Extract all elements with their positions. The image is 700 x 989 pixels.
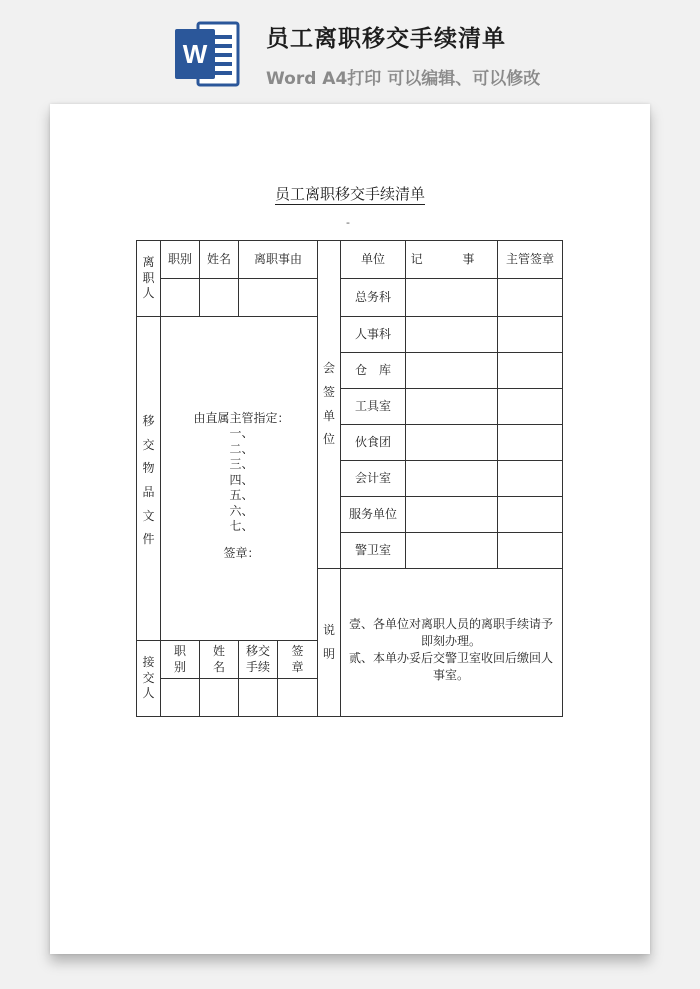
unit-row [137, 279, 563, 317]
document-page [50, 104, 650, 954]
unit-column-header: 单位 [341, 241, 406, 279]
unit-record-cell[interactable] [406, 425, 498, 461]
unit-row [137, 317, 563, 353]
unit-signature-cell[interactable] [498, 317, 563, 353]
note-item-2: 贰、本单办妥后交警卫室收回后缴回人事室。 [348, 651, 553, 682]
receiver-handover-value[interactable] [239, 679, 278, 717]
receiver-position-value[interactable] [161, 679, 200, 717]
unit-record-cell[interactable] [406, 353, 498, 389]
unit-label: 警卫室 [341, 533, 406, 569]
sign-units-label: 会 签 单 位 [318, 241, 341, 569]
items-seal: 签章： [223, 545, 260, 560]
unit-label: 会计室 [341, 461, 406, 497]
header-title: 员工离职移交手续清单 [266, 26, 506, 52]
unit-label: 仓 库 [341, 353, 406, 389]
unit-label: 总务科 [341, 279, 406, 317]
document-title: 员工离职移交手续清单 [274, 185, 425, 203]
unit-signature-cell[interactable] [498, 279, 563, 317]
record-column-header: 记 事 [406, 241, 498, 279]
handover-table [136, 240, 563, 717]
departing-label: 离 职 人 [137, 241, 161, 317]
unit-record-cell[interactable] [406, 317, 498, 353]
header-row [137, 241, 563, 279]
unit-label: 服务单位 [341, 497, 406, 533]
unit-record-cell[interactable] [406, 279, 498, 317]
departing-name-header: 姓名 [200, 241, 239, 279]
unit-record-cell[interactable] [406, 461, 498, 497]
receiver-label: 接 交 人 [137, 641, 161, 717]
dash-mark: - [346, 216, 350, 229]
logo-letter: W [182, 39, 208, 69]
departing-position-value[interactable] [161, 279, 200, 317]
item-line: 七、 [229, 519, 254, 534]
unit-record-cell[interactable] [406, 389, 498, 425]
receiver-position-header: 职 别 [161, 641, 200, 679]
items-content[interactable] [161, 317, 318, 641]
departing-reason-value[interactable] [239, 279, 318, 317]
item-line: 五、 [229, 488, 254, 503]
departing-name-value[interactable] [200, 279, 239, 317]
item-line: 一、 [229, 426, 254, 441]
item-line: 六、 [229, 503, 254, 518]
item-line: 三、 [229, 457, 254, 472]
receiver-name-header: 姓 名 [200, 641, 239, 679]
note-item-1: 壹、各单位对离职人员的离职手续请予即刻办理。 [348, 617, 553, 648]
departing-position-header: 职别 [161, 241, 200, 279]
header-subtitle: Word A4打印 可以编辑、可以修改 [266, 69, 541, 89]
unit-signature-cell[interactable] [498, 497, 563, 533]
receiver-name-value[interactable] [200, 679, 239, 717]
unit-label: 工具室 [341, 389, 406, 425]
word-icon [174, 21, 240, 87]
unit-record-cell[interactable] [406, 497, 498, 533]
notes-label: 说 明 [318, 569, 341, 717]
signature-column-header: 主管签章 [498, 241, 563, 279]
receiver-seal-value[interactable] [278, 679, 318, 717]
unit-signature-cell[interactable] [498, 425, 563, 461]
item-line: 四、 [229, 472, 254, 487]
unit-signature-cell[interactable] [498, 461, 563, 497]
unit-signature-cell[interactable] [498, 353, 563, 389]
unit-label: 伙食团 [341, 425, 406, 461]
notes-content [341, 569, 563, 717]
header [0, 0, 700, 100]
unit-record-cell[interactable] [406, 533, 498, 569]
receiver-seal-header: 签 章 [278, 641, 318, 679]
departing-reason-header: 离职事由 [239, 241, 318, 279]
handover-form [136, 240, 563, 717]
items-label: 移 交 物 品 文 件 [137, 317, 161, 641]
unit-label: 人事科 [341, 317, 406, 353]
receiver-handover-header: 移交 手续 [239, 641, 278, 679]
unit-signature-cell[interactable] [498, 533, 563, 569]
items-intro: 由直属主管指定： [193, 410, 290, 425]
unit-signature-cell[interactable] [498, 389, 563, 425]
item-line: 二、 [229, 441, 254, 456]
